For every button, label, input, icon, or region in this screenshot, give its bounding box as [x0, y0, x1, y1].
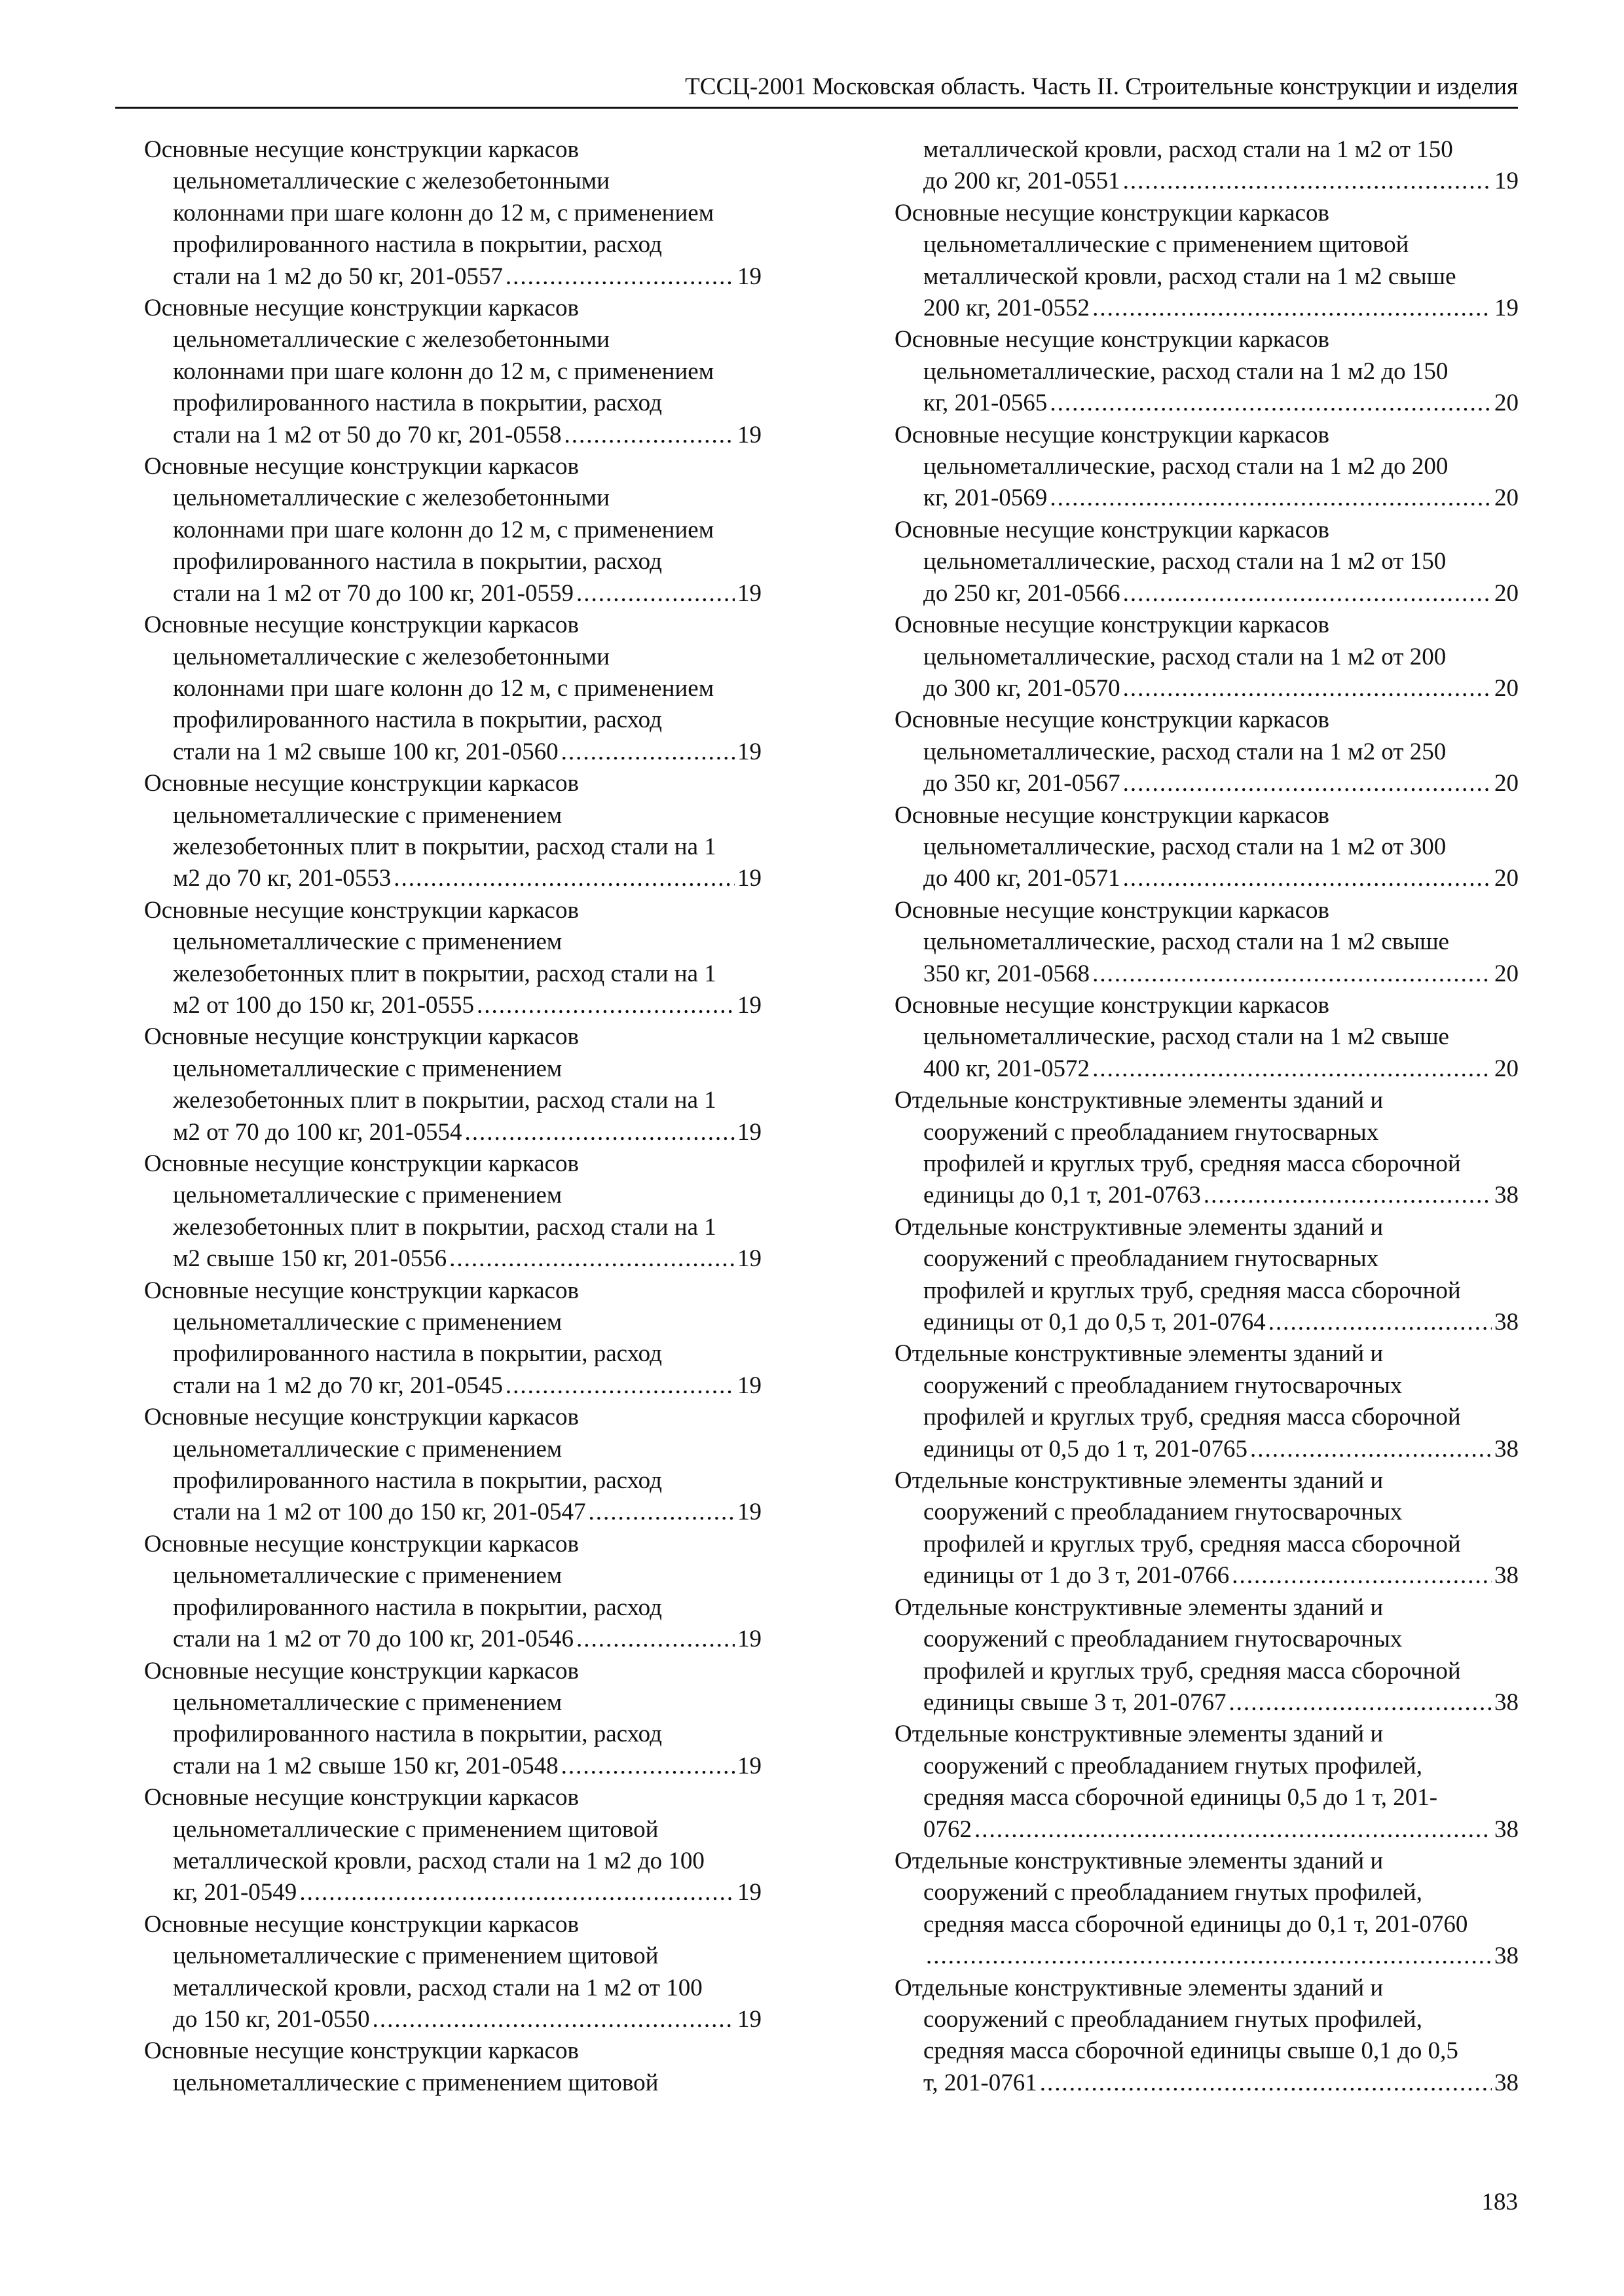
toc-entry-line: цельнометаллические, расход стали на 1 м2 от 200	[923, 643, 1447, 670]
toc-column-left	[115, 134, 762, 2099]
dot-leader	[394, 863, 735, 894]
toc-entry-last-line: единицы от 0,5 до 1 т, 201-0765	[923, 1435, 1248, 1463]
toc-entry[interactable]	[866, 420, 1519, 515]
toc-entry-leader-line	[923, 1434, 1519, 1465]
toc-entry[interactable]	[866, 198, 1519, 325]
toc-entry-line: цельнометаллические, расход стали на 1 м2 до 200	[923, 453, 1449, 481]
toc-entry-leader-line	[923, 863, 1519, 894]
toc-entry-line: цельнометаллические с применением	[173, 1055, 563, 1082]
toc-entry-leader-line	[923, 166, 1519, 197]
toc-entry-leader-line	[173, 261, 762, 293]
toc-entry[interactable]	[866, 515, 1519, 610]
toc-page-ref[interactable]: 20	[1494, 484, 1519, 512]
toc-entry-line: средняя масса сборочной единицы 0,5 до 1 т, 201-	[923, 1784, 1438, 1812]
toc-page-ref[interactable]: 38	[1494, 1562, 1519, 1590]
toc-entry[interactable]	[866, 1465, 1519, 1592]
toc-entry[interactable]	[866, 324, 1519, 419]
header-title: ТССЦ-2001 Московская область. Часть II. Строительные конструкции и изделия	[685, 73, 1518, 100]
dot-leader	[589, 1497, 735, 1528]
toc-entry-line: колоннами при шаге колонн до 12 м, с применением	[173, 674, 714, 702]
toc-entry-line: профилированного настила в покрытии, расход	[173, 1594, 662, 1621]
toc-entry-line: Отдельные конструктивные элементы зданий и	[895, 1087, 1384, 1114]
toc-entry-leader-line	[173, 1877, 762, 1908]
toc-entry-last-line: м2 свыше 150 кг, 201-0556	[173, 1245, 447, 1273]
toc-entry-line: цельнометаллические с железобетонными	[173, 643, 610, 670]
toc-entry[interactable]	[866, 134, 1519, 198]
dot-leader	[1092, 1053, 1492, 1085]
toc-entry-line: цельнометаллические, расход стали на 1 м2 свыше	[923, 928, 1449, 956]
dot-leader	[1092, 958, 1492, 990]
dot-leader	[561, 1751, 735, 1782]
toc-entry-leader-line	[173, 1497, 762, 1528]
toc-entry-line: металлической кровли, расход стали на 1 м2 от 100	[173, 1974, 703, 2001]
toc-entry-last-line: 350 кг, 201-0568	[923, 960, 1090, 987]
toc-entry[interactable]	[115, 1275, 762, 1402]
toc-entry-line: Основные несущие конструкции каркасов	[144, 1910, 579, 1938]
toc-page-ref[interactable]: 38	[1494, 1182, 1519, 1209]
toc-entry-line: цельнометаллические с применением	[173, 1688, 563, 1716]
toc-entry-line: Основные несущие конструкции каркасов	[895, 991, 1329, 1019]
dot-leader	[449, 1243, 735, 1275]
toc-page-ref[interactable]: 20	[1494, 390, 1519, 417]
toc-entry-line: металлической кровли, расход стали на 1 м2 до 100	[173, 1847, 705, 1874]
toc-page-ref[interactable]: 19	[737, 579, 762, 607]
toc-entry-leader-line	[923, 578, 1519, 610]
toc-entry[interactable]	[866, 1592, 1519, 1719]
toc-entry-line: колоннами при шаге колонн до 12 м, с применением	[173, 199, 714, 227]
toc-entry-last-line: 400 кг, 201-0572	[923, 1055, 1090, 1082]
toc-page-ref[interactable]: 19	[1494, 168, 1519, 195]
dot-leader	[926, 1941, 1492, 1972]
toc-entry[interactable]	[866, 1846, 1519, 1973]
toc-entry-line: сооружений с преобладанием гнутосварочных	[923, 1626, 1403, 1653]
toc-entry-last-line: единицы свыше 3 т, 201-0767	[923, 1688, 1227, 1716]
toc-entry-leader-line	[923, 2068, 1519, 2099]
toc-page-ref[interactable]: 19	[1494, 295, 1519, 322]
toc-entry-last-line: кг, 201-0549	[173, 1879, 297, 1906]
toc-entry-leader-line	[173, 737, 762, 768]
toc-entry-line: железобетонных плит в покрытии, расход стали на 1	[173, 1087, 716, 1114]
toc-entry-line: металлической кровли, расход стали на 1 м2 свыше	[923, 263, 1456, 290]
toc-entry-line: Основные несущие конструкции каркасов	[144, 1530, 579, 1558]
toc-page-ref[interactable]: 20	[1494, 960, 1519, 987]
toc-page-ref[interactable]: 19	[737, 1626, 762, 1653]
toc-entry-leader-line	[923, 1053, 1519, 1085]
toc-entry-line: цельнометаллические с применением щитовой	[173, 1815, 659, 1843]
toc-entry-last-line: единицы от 0,1 до 0,5 т, 201-0764	[923, 1309, 1266, 1336]
toc-entry-line: профилированного настила в покрытии, расход	[173, 1467, 662, 1495]
toc-page-ref[interactable]: 20	[1494, 674, 1519, 702]
toc-entry-line: Отдельные конструктивные элементы зданий и	[895, 1340, 1384, 1368]
toc-entry-last-line: единицы до 0,1 т, 201-0763	[923, 1182, 1201, 1209]
toc-entry-last-line: до 400 кг, 201-0571	[923, 865, 1120, 892]
toc-entry-line: Отдельные конструктивные элементы зданий и	[895, 1594, 1384, 1621]
dot-leader	[1123, 166, 1492, 197]
toc-entry[interactable]	[866, 704, 1519, 799]
toc-entry-line: цельнометаллические, расход стали на 1 м2 от 300	[923, 833, 1447, 860]
toc-entry[interactable]	[866, 800, 1519, 895]
toc-entry[interactable]	[866, 1973, 1519, 2100]
toc-entry-leader-line	[173, 1751, 762, 1782]
toc-entry-line: Отдельные конструктивные элементы зданий и	[895, 1213, 1384, 1241]
toc-page-ref[interactable]: 19	[737, 738, 762, 765]
toc-entry-line: сооружений с преобладанием гнутых профилей,	[923, 1879, 1422, 1906]
toc-entry-last-line: кг, 201-0569	[923, 484, 1048, 512]
dot-leader	[1232, 1560, 1492, 1592]
toc-page-ref[interactable]: 19	[737, 1879, 762, 1906]
toc-entry-line: профилированного настила в покрытии, расход	[173, 548, 662, 575]
toc-entry-leader-line	[173, 990, 762, 1021]
toc-entry-line: металлической кровли, расход стали на 1 м2 от 150	[923, 136, 1453, 163]
dot-leader	[299, 1877, 735, 1908]
toc-entry-leader-line	[923, 1560, 1519, 1592]
toc-entry-leader-line	[923, 293, 1519, 324]
toc-entry-last-line: м2 от 100 до 150 кг, 201-0555	[173, 991, 474, 1019]
toc-entry-line: цельнометаллические с применением щитовой	[173, 2069, 659, 2096]
toc-entry[interactable]	[115, 2035, 762, 2099]
toc-entry-line: средняя масса сборочной единицы до 0,1 т, 201-0760	[923, 1910, 1468, 1938]
dot-leader	[1123, 863, 1492, 894]
dot-leader	[1092, 293, 1492, 324]
toc-entry-last-line: стали на 1 м2 от 70 до 100 кг, 201-0559	[173, 579, 574, 607]
toc-entry-line: сооружений с преобладанием гнутых профилей,	[923, 1752, 1422, 1779]
toc-page-ref[interactable]: 38	[1494, 1815, 1519, 1843]
toc-entry-line: колоннами при шаге колонн до 12 м, с применением	[173, 516, 714, 543]
toc-entry-leader-line	[923, 958, 1519, 990]
toc-entry-line: профилей и круглых труб, средняя масса сборочной	[923, 1657, 1461, 1685]
toc-entry-line: Основные несущие конструкции каркасов	[144, 1404, 579, 1431]
dot-leader	[1123, 673, 1492, 704]
toc-entry-line: Отдельные конструктивные элементы зданий и	[895, 1467, 1384, 1495]
dot-leader	[477, 990, 735, 1021]
toc-entry-line: колоннами при шаге колонн до 12 м, с применением	[173, 357, 714, 385]
toc-page-ref[interactable]: 38	[1494, 1435, 1519, 1463]
toc-page-ref[interactable]: 19	[737, 1752, 762, 1779]
dot-leader	[576, 578, 735, 610]
toc-entry-last-line: 200 кг, 201-0552	[923, 295, 1090, 322]
toc-entry-line: Основные несущие конструкции каркасов	[895, 516, 1329, 543]
toc-page-ref[interactable]: 19	[737, 865, 762, 892]
toc-entry-line: профилей и круглых труб, средняя масса сборочной	[923, 1150, 1461, 1177]
dot-leader	[506, 1370, 735, 1402]
dot-leader	[1050, 483, 1492, 514]
toc-entry-line: профилированного настила в покрытии, расход	[173, 706, 662, 734]
dot-leader	[373, 2004, 735, 2035]
toc-entry-last-line: стали на 1 м2 от 50 до 70 кг, 201-0558	[173, 421, 562, 448]
dot-leader	[1228, 1687, 1492, 1719]
toc-entry-line: средняя масса сборочной единицы свыше 0,1 до 0,5	[923, 2037, 1458, 2065]
toc-entry-last-line: до 250 кг, 201-0566	[923, 579, 1120, 607]
toc-entry-line: железобетонных плит в покрытии, расход стали на 1	[173, 833, 716, 860]
toc-entry-line: Основные несущие конструкции каркасов	[895, 706, 1329, 734]
toc-entry-line: цельнометаллические с применением	[173, 1309, 563, 1336]
toc-entry-line: цельнометаллические с применением	[173, 801, 563, 829]
toc-entry-line: цельнометаллические с применением	[173, 928, 563, 956]
toc-entry-line: Отдельные конструктивные элементы зданий и	[895, 1721, 1384, 1748]
toc-entry[interactable]	[866, 1338, 1519, 1465]
toc-entry-last-line: стали на 1 м2 свыше 100 кг, 201-0560	[173, 738, 559, 765]
toc-entry-leader-line	[173, 1624, 762, 1655]
toc-entry-line: цельнометаллические, расход стали на 1 м2 от 250	[923, 738, 1447, 765]
toc-entry-line: Основные несущие конструкции каркасов	[144, 1150, 579, 1177]
toc-entry-last-line: стали на 1 м2 от 100 до 150 кг, 201-0547	[173, 1499, 586, 1526]
toc-page-ref[interactable]: 38	[1494, 1942, 1519, 1970]
toc-entry[interactable]	[115, 293, 762, 451]
toc-entry-line: Основные несущие конструкции каркасов	[895, 326, 1329, 354]
dot-leader	[1268, 1307, 1492, 1338]
toc-entry-last-line: т, 201-0761	[923, 2069, 1037, 2096]
toc-entry-line: профилированного настила в покрытии, расход	[173, 390, 662, 417]
toc-entry-line: Основные несущие конструкции каркасов	[144, 2037, 579, 2065]
toc-column-right	[866, 134, 1519, 2099]
toc-page-ref[interactable]: 20	[1494, 1055, 1519, 1082]
toc-entry-line: сооружений с преобладанием гнутосварных	[923, 1118, 1379, 1146]
toc-entry-line: цельнометаллические с применением щитовой	[173, 1942, 659, 1970]
dot-leader	[1040, 2068, 1492, 2099]
toc-entry-last-line: до 150 кг, 201-0550	[173, 2005, 370, 2033]
toc-entry-last-line: стали на 1 м2 свыше 150 кг, 201-0548	[173, 1752, 559, 1779]
toc-entry[interactable]	[866, 895, 1519, 990]
toc-entry-leader-line	[923, 388, 1519, 419]
toc-entry[interactable]	[866, 1719, 1519, 1846]
toc-entry-last-line: единицы от 1 до 3 т, 201-0766	[923, 1562, 1230, 1590]
toc-entry-line: Основные несущие конструкции каркасов	[144, 770, 579, 797]
toc-entry-last-line: до 350 кг, 201-0567	[923, 770, 1120, 797]
toc-entry[interactable]	[115, 1656, 762, 1783]
toc-entry-last-line: м2 от 70 до 100 кг, 201-0554	[173, 1118, 462, 1146]
toc-entry-line: Отдельные конструктивные элементы зданий и	[895, 1974, 1384, 2001]
dot-leader	[1123, 578, 1492, 610]
toc-entry-line: Основные несущие конструкции каркасов	[895, 801, 1329, 829]
toc-entry-line: цельнометаллические с применением	[173, 1435, 563, 1463]
toc-entry-leader-line	[923, 673, 1519, 704]
dot-leader	[564, 420, 735, 451]
toc-entry-line: Основные несущие конструкции каркасов	[895, 199, 1329, 227]
toc-page-ref[interactable]: 20	[1494, 579, 1519, 607]
toc-entry-leader-line	[173, 420, 762, 451]
toc-entry-line: железобетонных плит в покрытии, расход стали на 1	[173, 960, 716, 987]
toc-entry-leader-line	[923, 768, 1519, 799]
toc-entry[interactable]	[115, 768, 762, 895]
toc-entry-leader-line	[923, 483, 1519, 514]
toc-entry-line: цельнометаллические с железобетонными	[173, 484, 610, 512]
toc-entry-line: сооружений с преобладанием гнутосварочных	[923, 1372, 1403, 1399]
toc-entry[interactable]	[115, 1782, 762, 1909]
toc-entry[interactable]	[866, 990, 1519, 1085]
toc-entry[interactable]	[115, 1021, 762, 1148]
dot-leader	[576, 1624, 735, 1655]
toc-entry-last-line: кг, 201-0565	[923, 390, 1048, 417]
dot-leader	[464, 1117, 735, 1148]
toc-entry-last-line: стали на 1 м2 от 70 до 100 кг, 201-0546	[173, 1626, 574, 1653]
toc-entry-leader-line	[923, 1307, 1519, 1338]
toc-entry-leader-line	[173, 1370, 762, 1402]
dot-leader	[561, 737, 735, 768]
toc-entry-line: профилированного настила в покрытии, расход	[173, 1721, 662, 1748]
toc-entry-leader-line	[173, 578, 762, 610]
toc-entry-leader-line	[923, 1814, 1519, 1846]
toc-entry-last-line: до 200 кг, 201-0551	[923, 168, 1120, 195]
dot-leader	[1050, 388, 1492, 419]
toc-entry-line: сооружений с преобладанием гнутых профилей,	[923, 2005, 1422, 2033]
toc-entry-line: цельнометаллические с железобетонными	[173, 168, 610, 195]
toc-entry-line: Основные несущие конструкции каркасов	[144, 611, 579, 639]
toc-entry-leader-line	[923, 1941, 1519, 1972]
toc-entry[interactable]	[866, 1212, 1519, 1339]
toc-entry-line: цельнометаллические, расход стали на 1 м2 свыше	[923, 1023, 1449, 1051]
toc-entry-last-line: м2 до 70 кг, 201-0553	[173, 865, 392, 892]
toc-entry[interactable]	[115, 610, 762, 768]
toc-entry-line: Основные несущие конструкции каркасов	[144, 1784, 579, 1812]
toc-page-ref[interactable]: 38	[1494, 1309, 1519, 1336]
toc-entry-line: профилей и круглых труб, средняя масса сборочной	[923, 1404, 1461, 1431]
toc-entry-line: Основные несущие конструкции каркасов	[144, 1657, 579, 1685]
toc-entry-line: профилированного настила в покрытии, расход	[173, 1340, 662, 1368]
toc-entry-leader-line	[173, 1117, 762, 1148]
toc-page-ref[interactable]: 19	[737, 991, 762, 1019]
toc-entry-line: Основные несущие конструкции каркасов	[144, 1023, 579, 1051]
toc-entry-leader-line	[923, 1180, 1519, 1211]
dot-leader	[1204, 1180, 1492, 1211]
toc-entry[interactable]	[115, 1529, 762, 1656]
toc-entry-last-line: стали на 1 м2 до 50 кг, 201-0557	[173, 263, 503, 290]
dot-leader	[1250, 1434, 1492, 1465]
toc-page-ref[interactable]: 20	[1494, 770, 1519, 797]
toc-entry-line: Основные несущие конструкции каркасов	[144, 136, 579, 163]
toc-entry[interactable]	[115, 1148, 762, 1275]
toc-page-ref[interactable]: 19	[737, 421, 762, 448]
toc-entry-last-line: до 300 кг, 201-0570	[923, 674, 1120, 702]
toc-entry-line: Основные несущие конструкции каркасов	[144, 896, 579, 924]
toc-page-ref[interactable]: 19	[737, 1118, 762, 1146]
dot-leader	[506, 261, 735, 293]
toc-entry-line: профилей и круглых труб, средняя масса сборочной	[923, 1277, 1461, 1304]
toc-entry-line: профилей и круглых труб, средняя масса сборочной	[923, 1530, 1461, 1558]
toc-entry-line: сооружений с преобладанием гнутосварных	[923, 1245, 1379, 1273]
page-number: 183	[1481, 2189, 1518, 2215]
toc-entry[interactable]	[115, 134, 762, 293]
toc-entry-last-line: стали на 1 м2 до 70 кг, 201-0545	[173, 1372, 503, 1399]
toc-entry[interactable]	[115, 1909, 762, 2036]
toc-entry-line: Основные несущие конструкции каркасов	[144, 1277, 579, 1304]
toc-entry-line: Основные несущие конструкции каркасов	[144, 295, 579, 322]
toc-entry-line: Основные несущие конструкции каркасов	[895, 611, 1329, 639]
toc-entry-leader-line	[173, 2004, 762, 2035]
toc-page-ref[interactable]: 19	[737, 1245, 762, 1273]
toc-entry-line: Основные несущие конструкции каркасов	[895, 896, 1329, 924]
toc-page-ref[interactable]: 38	[1494, 2069, 1519, 2096]
toc-entry[interactable]	[866, 1085, 1519, 1212]
running-header	[115, 65, 1518, 109]
toc-entry-line: Основные несущие конструкции каркасов	[895, 421, 1329, 448]
toc-entry-line: цельнометаллические с применением	[173, 1182, 563, 1209]
toc-entry-line: железобетонных плит в покрытии, расход стали на 1	[173, 1213, 716, 1241]
toc-entry-leader-line	[173, 863, 762, 894]
toc-entry-line: профилированного настила в покрытии, расход	[173, 231, 662, 259]
toc-entry[interactable]	[115, 1402, 762, 1529]
toc-page-ref[interactable]: 38	[1494, 1688, 1519, 1716]
toc-page-ref[interactable]: 20	[1494, 865, 1519, 892]
toc-entry-line: цельнометаллические с железобетонными	[173, 326, 610, 354]
toc-entry-leader-line	[173, 1243, 762, 1275]
toc-entry-line: Отдельные конструктивные элементы зданий и	[895, 1847, 1384, 1874]
toc-entry[interactable]	[115, 895, 762, 1022]
toc-page-ref[interactable]: 19	[737, 1372, 762, 1399]
toc-entry[interactable]	[115, 451, 762, 610]
toc-entry-leader-line	[923, 1687, 1519, 1719]
dot-leader	[974, 1814, 1492, 1846]
toc-entry-line: сооружений с преобладанием гнутосварочных	[923, 1499, 1403, 1526]
toc-entry-last-line: 0762	[923, 1815, 972, 1843]
toc-entry-line: цельнометаллические с применением	[173, 1562, 563, 1590]
toc-page-ref[interactable]: 19	[737, 1499, 762, 1526]
dot-leader	[1123, 768, 1492, 799]
toc-entry-line: цельнометаллические, расход стали на 1 м2 от 150	[923, 548, 1447, 575]
toc-entry[interactable]	[866, 610, 1519, 704]
toc-entry-line: Основные несущие конструкции каркасов	[144, 453, 579, 481]
toc-page-ref[interactable]: 19	[737, 2005, 762, 2033]
toc-entry-line: цельнометаллические с применением щитовой	[923, 231, 1409, 259]
toc-entry-line: цельнометаллические, расход стали на 1 м2 до 150	[923, 357, 1449, 385]
toc-page-ref[interactable]: 19	[737, 263, 762, 290]
